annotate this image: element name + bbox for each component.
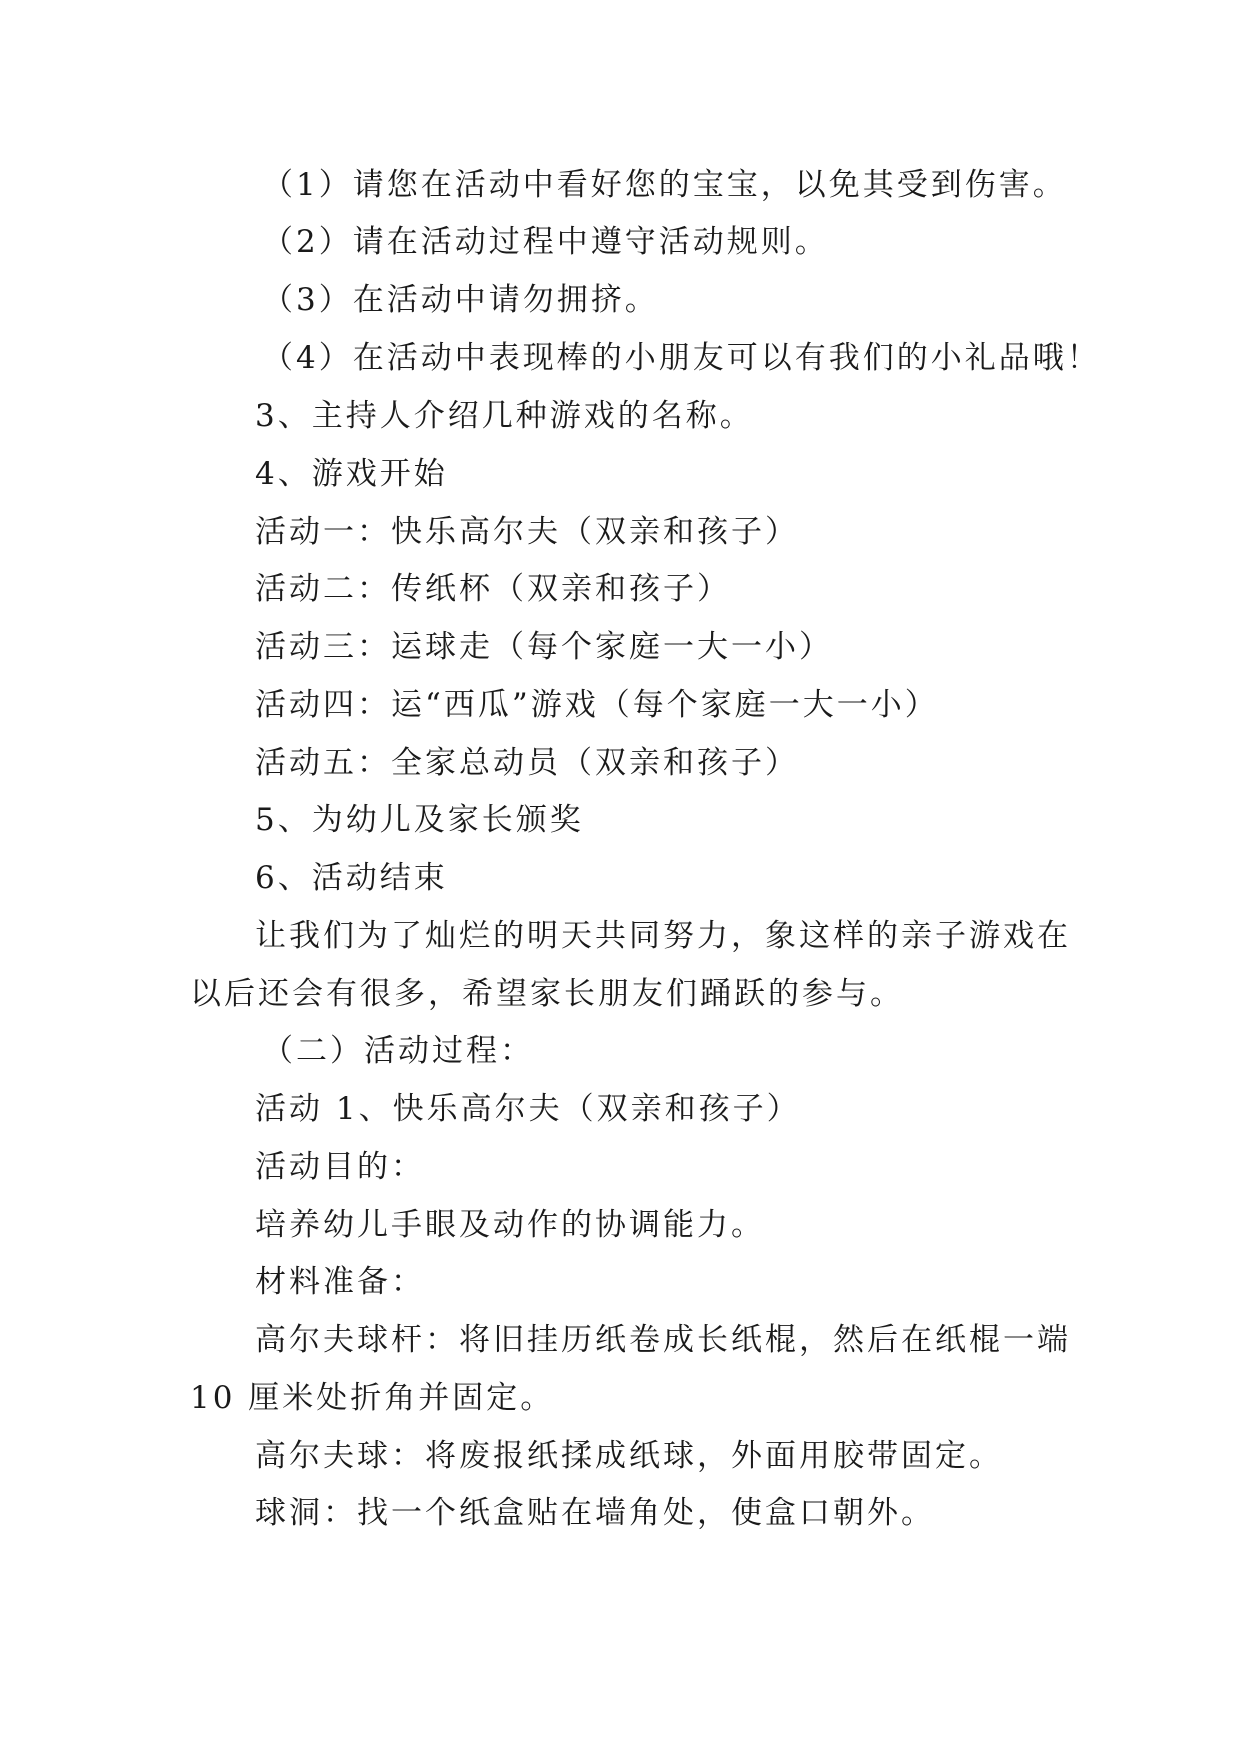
paragraph-golf-club-line-1: 高尔夫球杆：将旧挂历纸卷成长纸棍，然后在纸棍一端 (255, 1322, 1071, 1358)
paragraph-note-2: （2）请在活动过程中遵守活动规则。 (262, 224, 829, 260)
paragraph-note-3: （3）在活动中请勿拥挤。 (262, 282, 659, 318)
section-heading-process: （二）活动过程： (262, 1033, 534, 1069)
paragraph-golf-hole: 球洞：找一个纸盒贴在墙角处，使盒口朝外。 (255, 1495, 935, 1531)
paragraph-purpose-text: 培养幼儿手眼及动作的协调能力。 (255, 1207, 765, 1243)
paragraph-closing-line-2: 以后还会有很多，希望家长朋友们踊跃的参与。 (190, 976, 904, 1012)
paragraph-purpose-label: 活动目的： (255, 1149, 425, 1185)
paragraph-step-6: 6、活动结束 (255, 860, 448, 896)
paragraph-activity-2: 活动二：传纸杯（双亲和孩子） (255, 571, 731, 607)
paragraph-materials-label: 材料准备： (255, 1264, 425, 1300)
paragraph-closing-line-1: 让我们为了灿烂的明天共同努力，象这样的亲子游戏在 (255, 918, 1071, 954)
paragraph-note-1: （1）请您在活动中看好您的宝宝，以免其受到伤害。 (262, 167, 1067, 203)
paragraph-step-5: 5、为幼儿及家长颁奖 (255, 802, 584, 838)
paragraph-step-3: 3、主持人介绍几种游戏的名称。 (255, 398, 754, 434)
paragraph-note-4: （4）在活动中表现棒的小朋友可以有我们的小礼品哦！ (262, 340, 1101, 376)
paragraph-activity-3: 活动三：运球走（每个家庭一大一小） (255, 629, 833, 665)
paragraph-golf-club-line-2: 10 厘米处折角并固定。 (190, 1380, 555, 1416)
paragraph-activity-5: 活动五：全家总动员（双亲和孩子） (255, 745, 799, 781)
paragraph-golf-ball: 高尔夫球：将废报纸揉成纸球，外面用胶带固定。 (255, 1438, 1003, 1474)
paragraph-activity-1: 活动一：快乐高尔夫（双亲和孩子） (255, 514, 799, 550)
paragraph-activity-4: 活动四：运“西瓜”游戏（每个家庭一大一小） (255, 687, 939, 723)
paragraph-activity-1-title: 活动 1、快乐高尔夫（双亲和孩子） (255, 1091, 801, 1127)
paragraph-step-4: 4、游戏开始 (255, 456, 448, 492)
